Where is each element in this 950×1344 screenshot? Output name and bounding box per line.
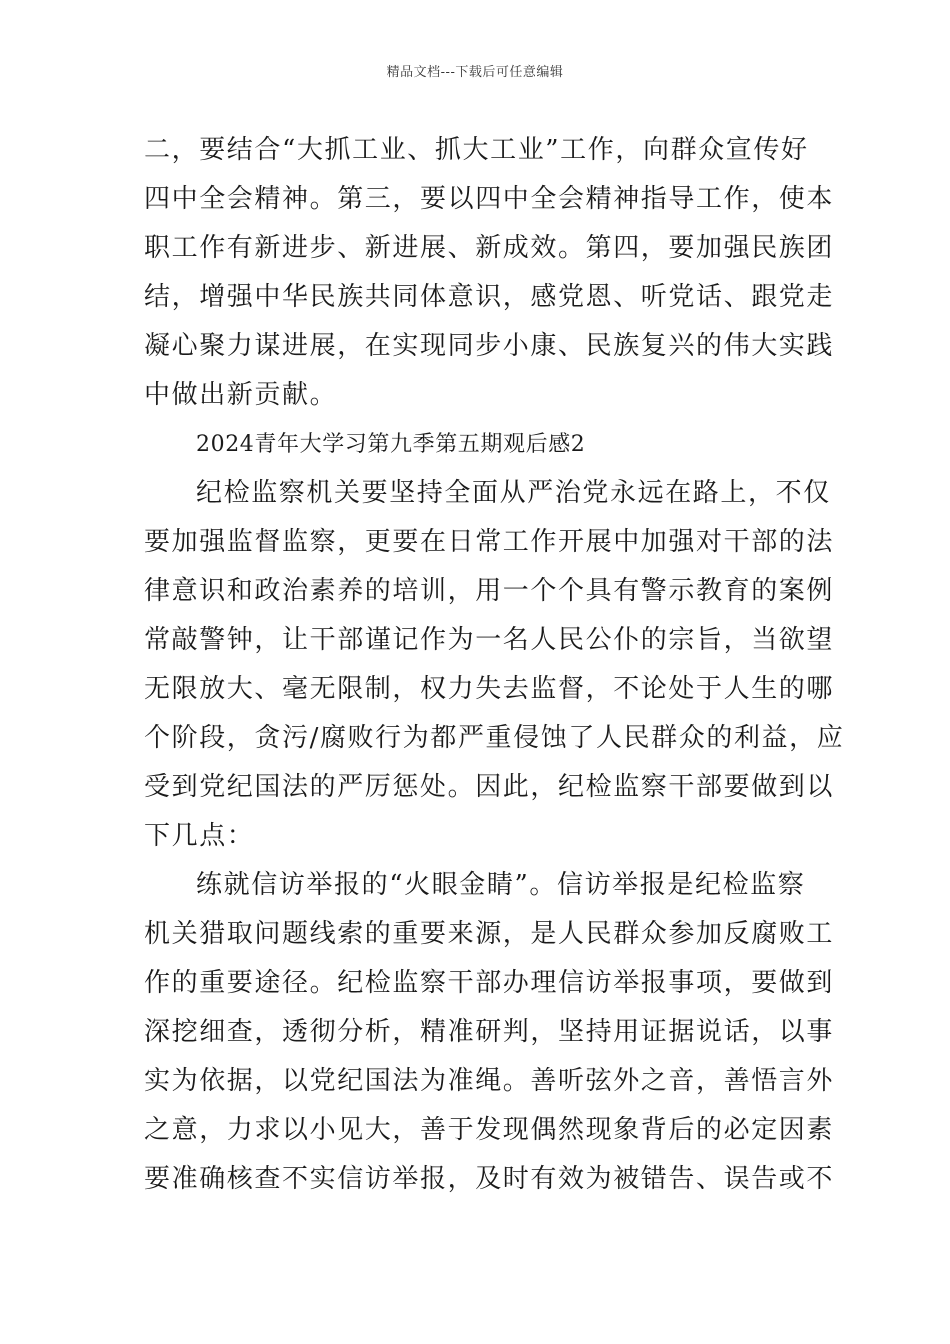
document-body (144, 126, 845, 1204)
text-line: 之意，力求以小见大，善于发现偶然现象背后的必定因素 (144, 1115, 835, 1145)
text-line: 常敲警钟，让干部谨记作为一名人民公仆的宗旨，当欲望 (144, 625, 835, 655)
text-line: 要准确核查不实信访举报，及时有效为被错告、误告或不 (144, 1164, 835, 1194)
text-line: 实为依据，以党纪国法为准绳。善听弦外之音，善悟言外 (144, 1066, 835, 1096)
section-heading: 2024青年大学习第九季第五期观后感2 (196, 432, 586, 457)
text-line: 结，增强中华民族共同体意识，感党恩、听党话、跟党走 (144, 282, 835, 312)
paragraph-2 (144, 469, 845, 861)
page-header: 精品文档---下载后可任意编辑 (386, 65, 564, 80)
paragraph-3 (144, 861, 835, 1204)
text-line: 二，要结合“大抓工业、抓大工业”工作，向群众宣传好 (144, 135, 809, 165)
text-line: 要加强监督监察，更要在日常工作开展中加强对干部的法 (144, 527, 835, 557)
text-line: 无限放大、毫无限制，权力失去监督，不论处于人生的哪 (144, 674, 835, 704)
text-line: 受到党纪国法的严厉惩处。因此，纪检监察干部要做到以 (144, 772, 835, 802)
text-line: 纪检监察机关要坚持全面从严治党永远在路上，不仅 (196, 478, 831, 508)
text-line: 练就信访举报的“火眼金睛”。信访举报是纪检监察 (196, 870, 806, 900)
text-line: 职工作有新进步、新进展、新成效。第四，要加强民族团 (144, 233, 835, 263)
text-line: 深挖细查，透彻分析，精准研判，坚持用证据说话，以事 (144, 1017, 835, 1047)
text-line: 中做出新贡献。 (144, 380, 338, 410)
text-line: 机关猎取问题线索的重要来源，是人民群众参加反腐败工 (144, 919, 835, 949)
paragraph-1 (144, 126, 835, 420)
text-line: 下几点： (144, 821, 255, 851)
text-line: 凝心聚力谋进展，在实现同步小康、民族复兴的伟大实践 (144, 331, 835, 361)
text-line: 作的重要途径。纪检监察干部办理信访举报事项，要做到 (144, 968, 835, 998)
text-line: 四中全会精神。第三，要以四中全会精神指导工作，使本 (144, 184, 835, 214)
text-line: 个阶段，贪污/腐败行为都严重侵蚀了人民群众的利益，应 (144, 723, 845, 753)
text-line: 律意识和政治素养的培训，用一个个具有警示教育的案例 (144, 576, 835, 606)
